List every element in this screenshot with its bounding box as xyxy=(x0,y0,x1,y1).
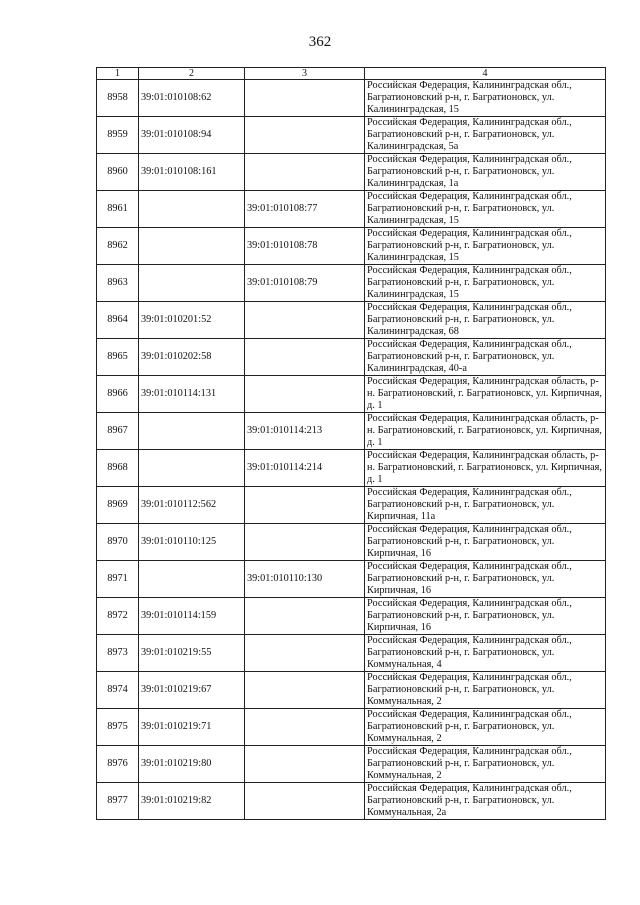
table-row xyxy=(97,265,606,302)
row-number: 8963 xyxy=(97,265,139,302)
row-number: 8972 xyxy=(97,598,139,635)
address: Российская Федерация, Калининградская обл., Багратионовский р-н, г. Багратионовск, ул. Кирпичная, 16 xyxy=(365,561,606,598)
table-row xyxy=(97,191,606,228)
row-number: 8964 xyxy=(97,302,139,339)
address: Российская Федерация, Калининградская обл., Багратионовский р-н, г. Багратионовск, ул. Калининградская, 15 xyxy=(365,191,606,228)
address: Российская Федерация, Калининградская обл., Багратионовский р-н, г. Багратионовск, ул. Калининградская, 5а xyxy=(365,117,606,154)
address: Российская Федерация, Калининградская обл., Багратионовский р-н, г. Багратионовск, ул. Коммунальная, 2а xyxy=(365,783,606,820)
cadastral-number-col3 xyxy=(245,672,365,709)
cadastral-number-col2: 39:01:010219:67 xyxy=(139,672,245,709)
cadastral-number-col3 xyxy=(245,154,365,191)
row-number: 8962 xyxy=(97,228,139,265)
row-number: 8973 xyxy=(97,635,139,672)
column-header-2: 2 xyxy=(139,68,245,80)
address: Российская Федерация, Калининградская обл., Багратионовский р-н, г. Багратионовск, ул. Калининградская, 15 xyxy=(365,228,606,265)
cadastral-number-col2: 39:01:010108:94 xyxy=(139,117,245,154)
cadastral-number-col2: 39:01:010201:52 xyxy=(139,302,245,339)
table-row xyxy=(97,524,606,561)
row-number: 8970 xyxy=(97,524,139,561)
table-row xyxy=(97,154,606,191)
address: Российская Федерация, Калининградская обл., Багратионовский р-н, г. Багратионовск, ул. Калининградская, 68 xyxy=(365,302,606,339)
cadastral-number-col3 xyxy=(245,80,365,117)
cadastral-number-col3: 39:01:010108:79 xyxy=(245,265,365,302)
cadastral-number-col3 xyxy=(245,635,365,672)
table-row xyxy=(97,450,606,487)
cadastral-number-col2 xyxy=(139,265,245,302)
table-row xyxy=(97,339,606,376)
table-row xyxy=(97,672,606,709)
address: Российская Федерация, Калининградская обл., Багратионовский р-н, г. Багратионовск, ул. Коммунальная, 2 xyxy=(365,746,606,783)
cadastral-number-col2 xyxy=(139,413,245,450)
column-header-3: 3 xyxy=(245,68,365,80)
cadastral-number-col2: 39:01:010219:82 xyxy=(139,783,245,820)
table-row xyxy=(97,709,606,746)
address: Российская Федерация, Калининградская обл., Багратионовский р-н, г. Багратионовск, ул. Калининградская, 1а xyxy=(365,154,606,191)
cadastral-number-col2 xyxy=(139,191,245,228)
address: Российская Федерация, Калининградская обл., Багратионовский р-н, г. Багратионовск, ул. Коммунальная, 4 xyxy=(365,635,606,672)
address: Российская Федерация, Калининградская область, р-н. Багратионовский, г. Багратионовск, ул. Кирпичная, д. 1 xyxy=(365,413,606,450)
table-row xyxy=(97,561,606,598)
table-row xyxy=(97,598,606,635)
table-row xyxy=(97,228,606,265)
cadastral-number-col2 xyxy=(139,228,245,265)
cadastral-number-col2: 39:01:010114:159 xyxy=(139,598,245,635)
cadastral-number-col2: 39:01:010219:71 xyxy=(139,709,245,746)
row-number: 8969 xyxy=(97,487,139,524)
address: Российская Федерация, Калининградская обл., Багратионовский р-н, г. Багратионовск, ул. Кирпичная, 16 xyxy=(365,524,606,561)
cadastral-number-col3 xyxy=(245,376,365,413)
row-number: 8961 xyxy=(97,191,139,228)
cadastral-number-col2: 39:01:010202:58 xyxy=(139,339,245,376)
address: Российская Федерация, Калининградская обл., Багратионовский р-н, г. Багратионовск, ул. Коммунальная, 2 xyxy=(365,672,606,709)
table-header-row xyxy=(97,68,606,80)
cadastral-number-col2 xyxy=(139,450,245,487)
table-row xyxy=(97,746,606,783)
column-header-4: 4 xyxy=(365,68,606,80)
row-number: 8975 xyxy=(97,709,139,746)
address: Российская Федерация, Калининградская область, р-н. Багратионовский, г. Багратионовск, ул. Кирпичная, д. 1 xyxy=(365,376,606,413)
table-row xyxy=(97,783,606,820)
cadastral-number-col3: 39:01:010108:77 xyxy=(245,191,365,228)
cadastral-number-col2: 39:01:010114:131 xyxy=(139,376,245,413)
cadastral-number-col3 xyxy=(245,117,365,154)
cadastral-number-col3 xyxy=(245,746,365,783)
row-number: 8960 xyxy=(97,154,139,191)
cadastral-number-col3: 39:01:010108:78 xyxy=(245,228,365,265)
table-row xyxy=(97,487,606,524)
table-row xyxy=(97,302,606,339)
cadastral-number-col3 xyxy=(245,709,365,746)
cadastral-number-col2: 39:01:010219:55 xyxy=(139,635,245,672)
address: Российская Федерация, Калининградская обл., Багратионовский р-н, г. Багратионовск, ул. Коммунальная, 2 xyxy=(365,709,606,746)
cadastral-number-col3 xyxy=(245,302,365,339)
cadastral-number-col3: 39:01:010110:130 xyxy=(245,561,365,598)
row-number: 8965 xyxy=(97,339,139,376)
row-number: 8976 xyxy=(97,746,139,783)
row-number: 8977 xyxy=(97,783,139,820)
cadastral-number-col2: 39:01:010108:62 xyxy=(139,80,245,117)
cadastral-number-col2: 39:01:010108:161 xyxy=(139,154,245,191)
cadastral-number-col3 xyxy=(245,339,365,376)
page-number: 362 xyxy=(308,34,332,50)
address: Российская Федерация, Калининградская область, р-н. Багратионовский, г. Багратионовск, ул. Кирпичная, д. 1 xyxy=(365,450,606,487)
row-number: 8974 xyxy=(97,672,139,709)
address: Российская Федерация, Калининградская обл., Багратионовский р-н, г. Багратионовск, ул. Калининградская, 15 xyxy=(365,80,606,117)
table-row xyxy=(97,80,606,117)
column-header-1: 1 xyxy=(97,68,139,80)
table-row xyxy=(97,635,606,672)
cadastral-number-col3: 39:01:010114:213 xyxy=(245,413,365,450)
cadastral-number-col2 xyxy=(139,561,245,598)
table-row xyxy=(97,117,606,154)
table-row xyxy=(97,413,606,450)
row-number: 8958 xyxy=(97,80,139,117)
table-body xyxy=(97,80,606,820)
row-number: 8959 xyxy=(97,117,139,154)
row-number: 8971 xyxy=(97,561,139,598)
row-number: 8967 xyxy=(97,413,139,450)
cadastral-number-col2: 39:01:010112:562 xyxy=(139,487,245,524)
table-row xyxy=(97,376,606,413)
registry-table xyxy=(96,67,606,820)
cadastral-number-col3 xyxy=(245,598,365,635)
cadastral-number-col2: 39:01:010219:80 xyxy=(139,746,245,783)
cadastral-number-col3 xyxy=(245,487,365,524)
row-number: 8966 xyxy=(97,376,139,413)
address: Российская Федерация, Калининградская обл., Багратионовский р-н, г. Багратионовск, ул. Кирпичная, 16 xyxy=(365,598,606,635)
address: Российская Федерация, Калининградская обл., Багратионовский р-н, г. Багратионовск, ул. Калининградская, 40-а xyxy=(365,339,606,376)
cadastral-number-col3 xyxy=(245,783,365,820)
cadastral-number-col3 xyxy=(245,524,365,561)
address: Российская Федерация, Калининградская обл., Багратионовский р-н, г. Багратионовск, ул. Калининградская, 15 xyxy=(365,265,606,302)
cadastral-number-col3: 39:01:010114:214 xyxy=(245,450,365,487)
address: Российская Федерация, Калининградская обл., Багратионовский р-н, г. Багратионовск, ул. Кирпичная, 11а xyxy=(365,487,606,524)
cadastral-number-col2: 39:01:010110:125 xyxy=(139,524,245,561)
row-number: 8968 xyxy=(97,450,139,487)
